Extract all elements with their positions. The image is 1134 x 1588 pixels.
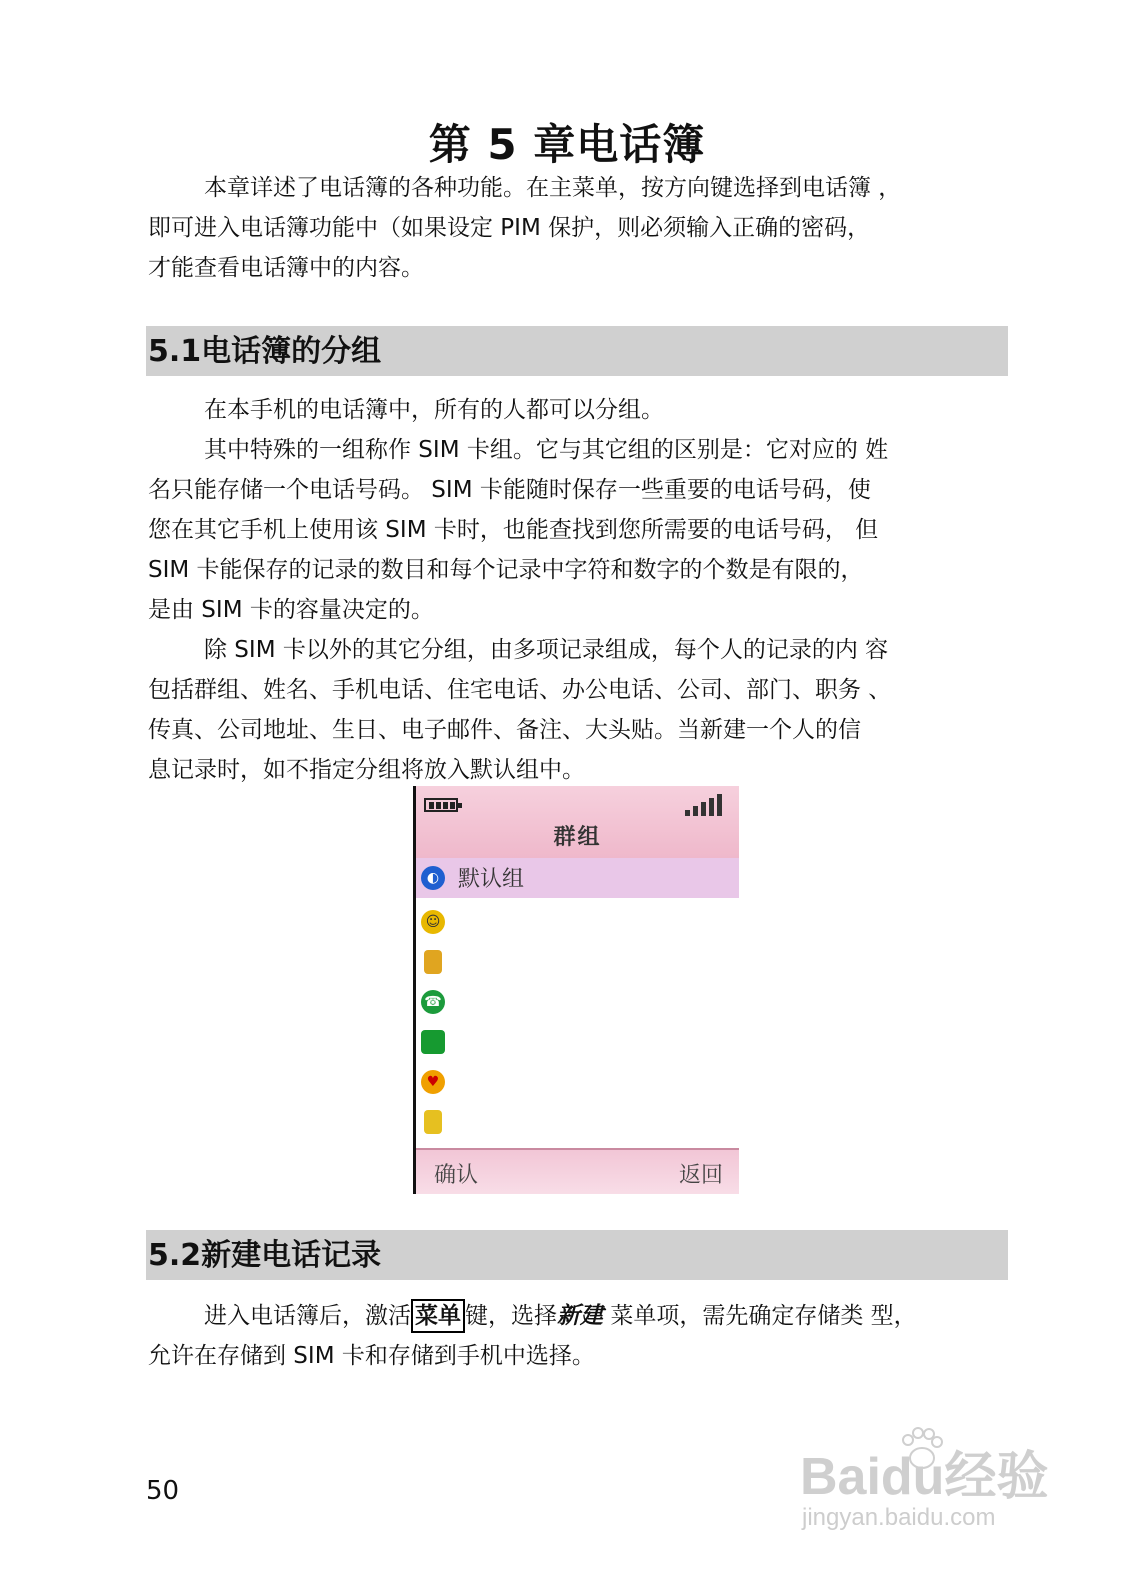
- group-item[interactable]: [416, 1022, 739, 1062]
- softkey-bar: [416, 1148, 739, 1194]
- text-line: 其中特殊的一组称作 SIM 卡组。它与其它组的区别是：它对应的 姓: [204, 437, 889, 463]
- text-line: 息记录时，如不指定分组将放入默认组中。: [148, 757, 585, 783]
- phone-icon: [424, 950, 442, 974]
- watermark-logo: Baidu经验: [800, 1448, 1049, 1506]
- text-line: 传真、公司地址、生日、电子邮件、备注、大头贴。当新建一个人的信: [148, 717, 861, 743]
- group-item[interactable]: [416, 982, 739, 1022]
- text-line: 在本手机的电话簿中，所有的人都可以分组。: [204, 397, 664, 423]
- phone-screen-figure: [413, 786, 739, 1194]
- text-fragment: 进入电话簿后，激活: [204, 1303, 411, 1329]
- chapter-title: 第 5 章电话簿: [428, 120, 706, 169]
- menu-key-label: 菜单: [411, 1299, 465, 1333]
- section-heading-5-2: 5.2新建电话记录: [146, 1230, 1008, 1280]
- softkey-back[interactable]: 返回: [678, 1163, 723, 1188]
- phone-header: [416, 786, 739, 860]
- phone-title: 群组: [553, 825, 602, 850]
- group-item[interactable]: [416, 1102, 739, 1142]
- section2-body: [148, 1296, 1008, 1376]
- battery-icon: [424, 798, 458, 812]
- group-item-label: 默认组: [458, 867, 525, 892]
- group-item-default[interactable]: [416, 858, 739, 898]
- group-item[interactable]: [416, 902, 739, 942]
- text-line: SIM 卡能保存的记录的数目和每个记录中字符和数字的个数是有限的，: [148, 557, 864, 583]
- text-line: 才能查看电话簿中的内容。: [148, 255, 424, 281]
- heart-icon: ♥: [421, 1070, 445, 1094]
- text-line: 名只能存储一个电话号码。 SIM 卡能随时保存一些重要的电话号码，使: [148, 477, 871, 503]
- text-line: 是由 SIM 卡的容量决定的。: [148, 597, 434, 623]
- text-line: 您在其它手机上使用该 SIM 卡时，也能查找到您所需要的电话号码， 但: [148, 517, 879, 543]
- smiley-icon: ☺: [421, 910, 445, 934]
- new-menu-label: 新建: [557, 1303, 603, 1329]
- signal-icon: [685, 794, 725, 816]
- group-item[interactable]: [416, 942, 739, 982]
- intro-paragraph: [148, 168, 1008, 288]
- section1-body: [148, 390, 1008, 790]
- globe-icon: ◐: [421, 866, 445, 890]
- page-number: 50: [146, 1476, 180, 1506]
- note-icon: [424, 1110, 442, 1134]
- fax-icon: [421, 1030, 445, 1054]
- text-line: 即可进入电话簿功能中（如果设定 PIM 保护，则必须输入正确的密码，: [148, 215, 871, 241]
- group-item[interactable]: [416, 1062, 739, 1102]
- section-heading-5-1: 5.1电话簿的分组: [146, 326, 1008, 376]
- text-line: 本章详述了电话簿的各种功能。在主菜单，按方向键选择到电话簿 ，: [204, 175, 902, 201]
- text-line: 允许在存储到 SIM 卡和存储到手机中选择。: [148, 1343, 595, 1369]
- softkey-confirm[interactable]: 确认: [434, 1163, 479, 1188]
- text-line: 除 SIM 卡以外的其它分组，由多项记录组成，每个人的记录的内 容: [204, 637, 889, 663]
- text-fragment: 键，选择: [465, 1303, 557, 1329]
- baidu-watermark: [800, 1426, 1060, 1536]
- green-phone-icon: ☎: [421, 990, 445, 1014]
- text-line: [148, 1296, 1008, 1336]
- text-fragment: 菜单项，需先确定存储类 型，: [610, 1303, 917, 1329]
- text-line: 包括群组、姓名、手机电话、住宅电话、办公电话、公司、部门、职务 、: [148, 677, 892, 703]
- watermark-url: jingyan.baidu.com: [802, 1504, 996, 1531]
